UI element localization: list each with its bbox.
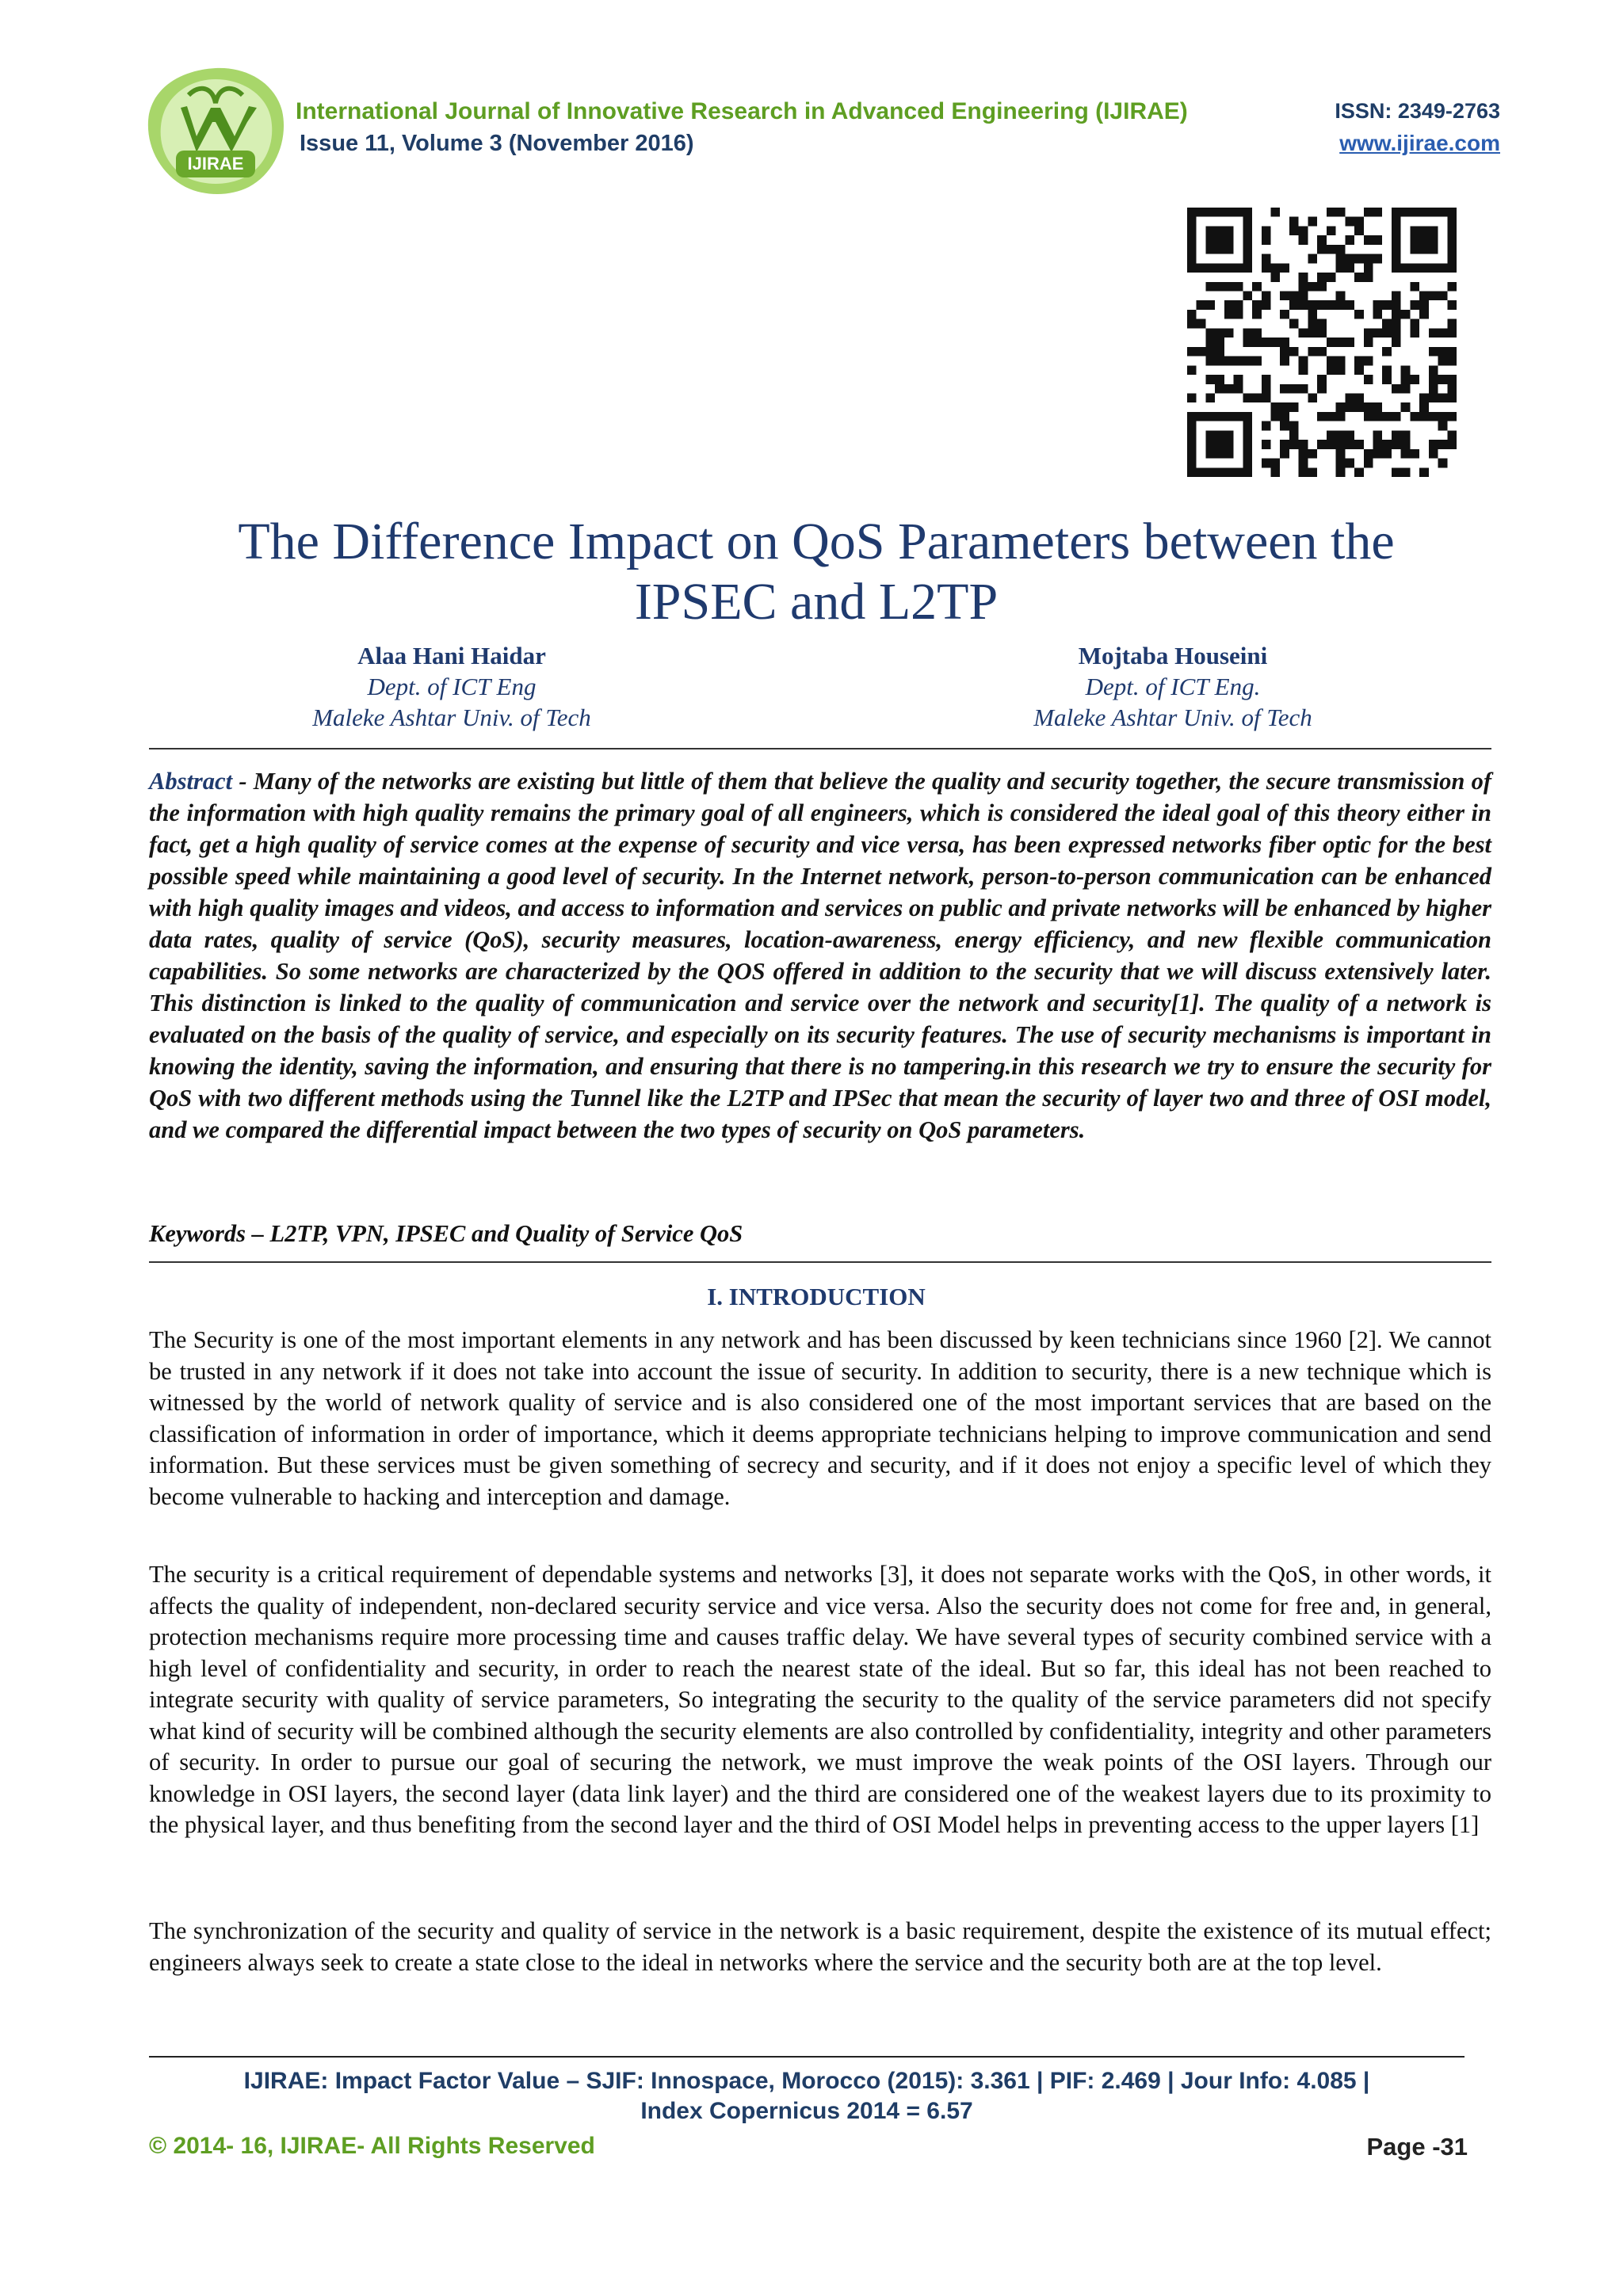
journal-title-line <box>296 98 1500 125</box>
author-univ: Maleke Ashtar Univ. of Tech <box>1033 704 1312 731</box>
footer-line-2: Index Copernicus 2014 = 6.57 <box>640 2098 973 2124</box>
journal-name: International Journal of Innovative Research in Advanced Engineering (IJIRAE) <box>296 98 1188 124</box>
website-link[interactable]: www.ijirae.com <box>1339 131 1500 155</box>
body-paragraph: The synchronization of the security and quality of service in the network is a basic requirement, despite the existence of its mutual effect; engineers always seek to create a state close to the ideal in networks where the service and the security both are at the top level. <box>149 1917 1491 1976</box>
issn: ISSN: 2349-2763 <box>1335 99 1500 123</box>
keywords: Keywords – L2TP, VPN, IPSEC and Quality of Service QoS <box>149 1220 743 1247</box>
footer-divider <box>149 2056 1465 2058</box>
author-1 <box>214 640 689 733</box>
author-block <box>143 640 1490 735</box>
page-number: Page -31 <box>1366 2133 1468 2161</box>
ijirae-logo <box>141 63 290 198</box>
author-dept: Dept. of ICT Eng <box>367 673 537 700</box>
title-line-2: IPSEC and L2TP <box>634 573 999 631</box>
author-name: Mojtaba Houseini <box>1078 642 1268 669</box>
copyright: © 2014- 16, IJIRAE- All Rights Reserved <box>149 2133 595 2159</box>
journal-issue-line <box>300 131 1500 157</box>
abstract-label: Abstract <box>149 768 233 795</box>
abstract-text: - Many of the networks are existing but little of them that believe the quality and security together, the secure transmission of the information with high quality remains the primary goal of all engineers, which is considered the ideal goal of this theory either in fact, get a high quality of service comes at the expense of security and vice versa, has been expressed networks fiber optic for the best possible speed while maintaining a good level of security. In the Internet network, person-to-person communication can be enhanced with high quality images and videos, and access to information and services on public and private networks will be enhanced by higher data rates, quality of service (QoS), security measures, location-awareness, energy efficiency, and new flexible communication capabilities. So some networks are characterized by the QOS offered in addition to the security that we will discuss extensively later. This distinction is linked to the quality of communication and service over the network and security[1]. The quality of a network is evaluated on the basis of the quality of service, and especially on its security features. The use of security mechanisms is important in knowing the identity, saving the information, and ensuring that there is no tampering.in this research we try to ensure the security for QoS with two different methods using the Tunnel like the L2TP and IPSec that mean the security of layer two and three of OSI model, and we compared the differential impact between the two types of security on QoS parameters. <box>149 768 1491 1143</box>
qr-code <box>1184 208 1460 477</box>
footer-impact <box>149 2066 1465 2126</box>
title-line-1: The Difference Impact on QoS Parameters between the <box>238 513 1395 570</box>
body-paragraph: The Security is one of the most important elements in any network and has been discussed by keen technicians since 1960 [2]. We cannot be trusted in any network if it does not take into account the issue of security. In addition to security, there is a new technique which is witnessed by the world of network quality of service and is also considered one of the most important services that are based on the classification of information in order of importance, which it deems appropriate technicians helping to improve communication and send information. But these services must be given something of secrecy and security, and if it does not enjoy a specific level of which they become vulnerable to hacking and interception and damage. <box>149 1326 1491 1510</box>
abstract <box>149 765 1491 1146</box>
author-2 <box>935 640 1411 733</box>
paper-title <box>143 512 1490 632</box>
issue-info: Issue 11, Volume 3 (November 2016) <box>300 131 694 156</box>
section-heading: I. INTRODUCTION <box>707 1283 926 1310</box>
footer-line-1: IJIRAE: Impact Factor Value – SJIF: Innospace, Morocco (2015): 3.361 | PIF: 2.469 | Jour Info: 4.085 | <box>243 2068 1370 2094</box>
body-paragraph: The security is a critical requirement of dependable systems and networks [3], it does not separate works with the QoS, in other words, it affects the quality of independent, non-declared security service and vice versa. Also the security does not come for free and, in general, protection mechanisms require more processing time and causes traffic delay. We have several types of security combined service with a high level of confidentiality and security, in order to reach the nearest state of the ideal. But so far, this ideal has not been reached to integrate security with quality of service parameters, So integrating the security to the quality of the service parameters did not specify what kind of security will be combined although the security elements are also controlled by confidentiality, integrity and other parameters of security. In order to pursue our goal of securing the network, we must improve the weak points of the OSI layers. Through our knowledge in OSI layers, the second layer (data link layer) and the third are considered one of the weakest layers due to its proximity to the physical layer, and thus benefiting from the second layer and the third of OSI Model helps in preventing access to the upper layers [1] <box>149 1561 1491 1838</box>
author-univ: Maleke Ashtar Univ. of Tech <box>312 704 591 731</box>
journal-header <box>141 63 1500 198</box>
divider <box>149 748 1491 749</box>
author-name: Alaa Hani Haidar <box>357 642 546 669</box>
svg-text:IJIRAE: IJIRAE <box>187 154 244 174</box>
author-dept: Dept. of ICT Eng. <box>1085 673 1261 700</box>
divider <box>149 1261 1491 1263</box>
